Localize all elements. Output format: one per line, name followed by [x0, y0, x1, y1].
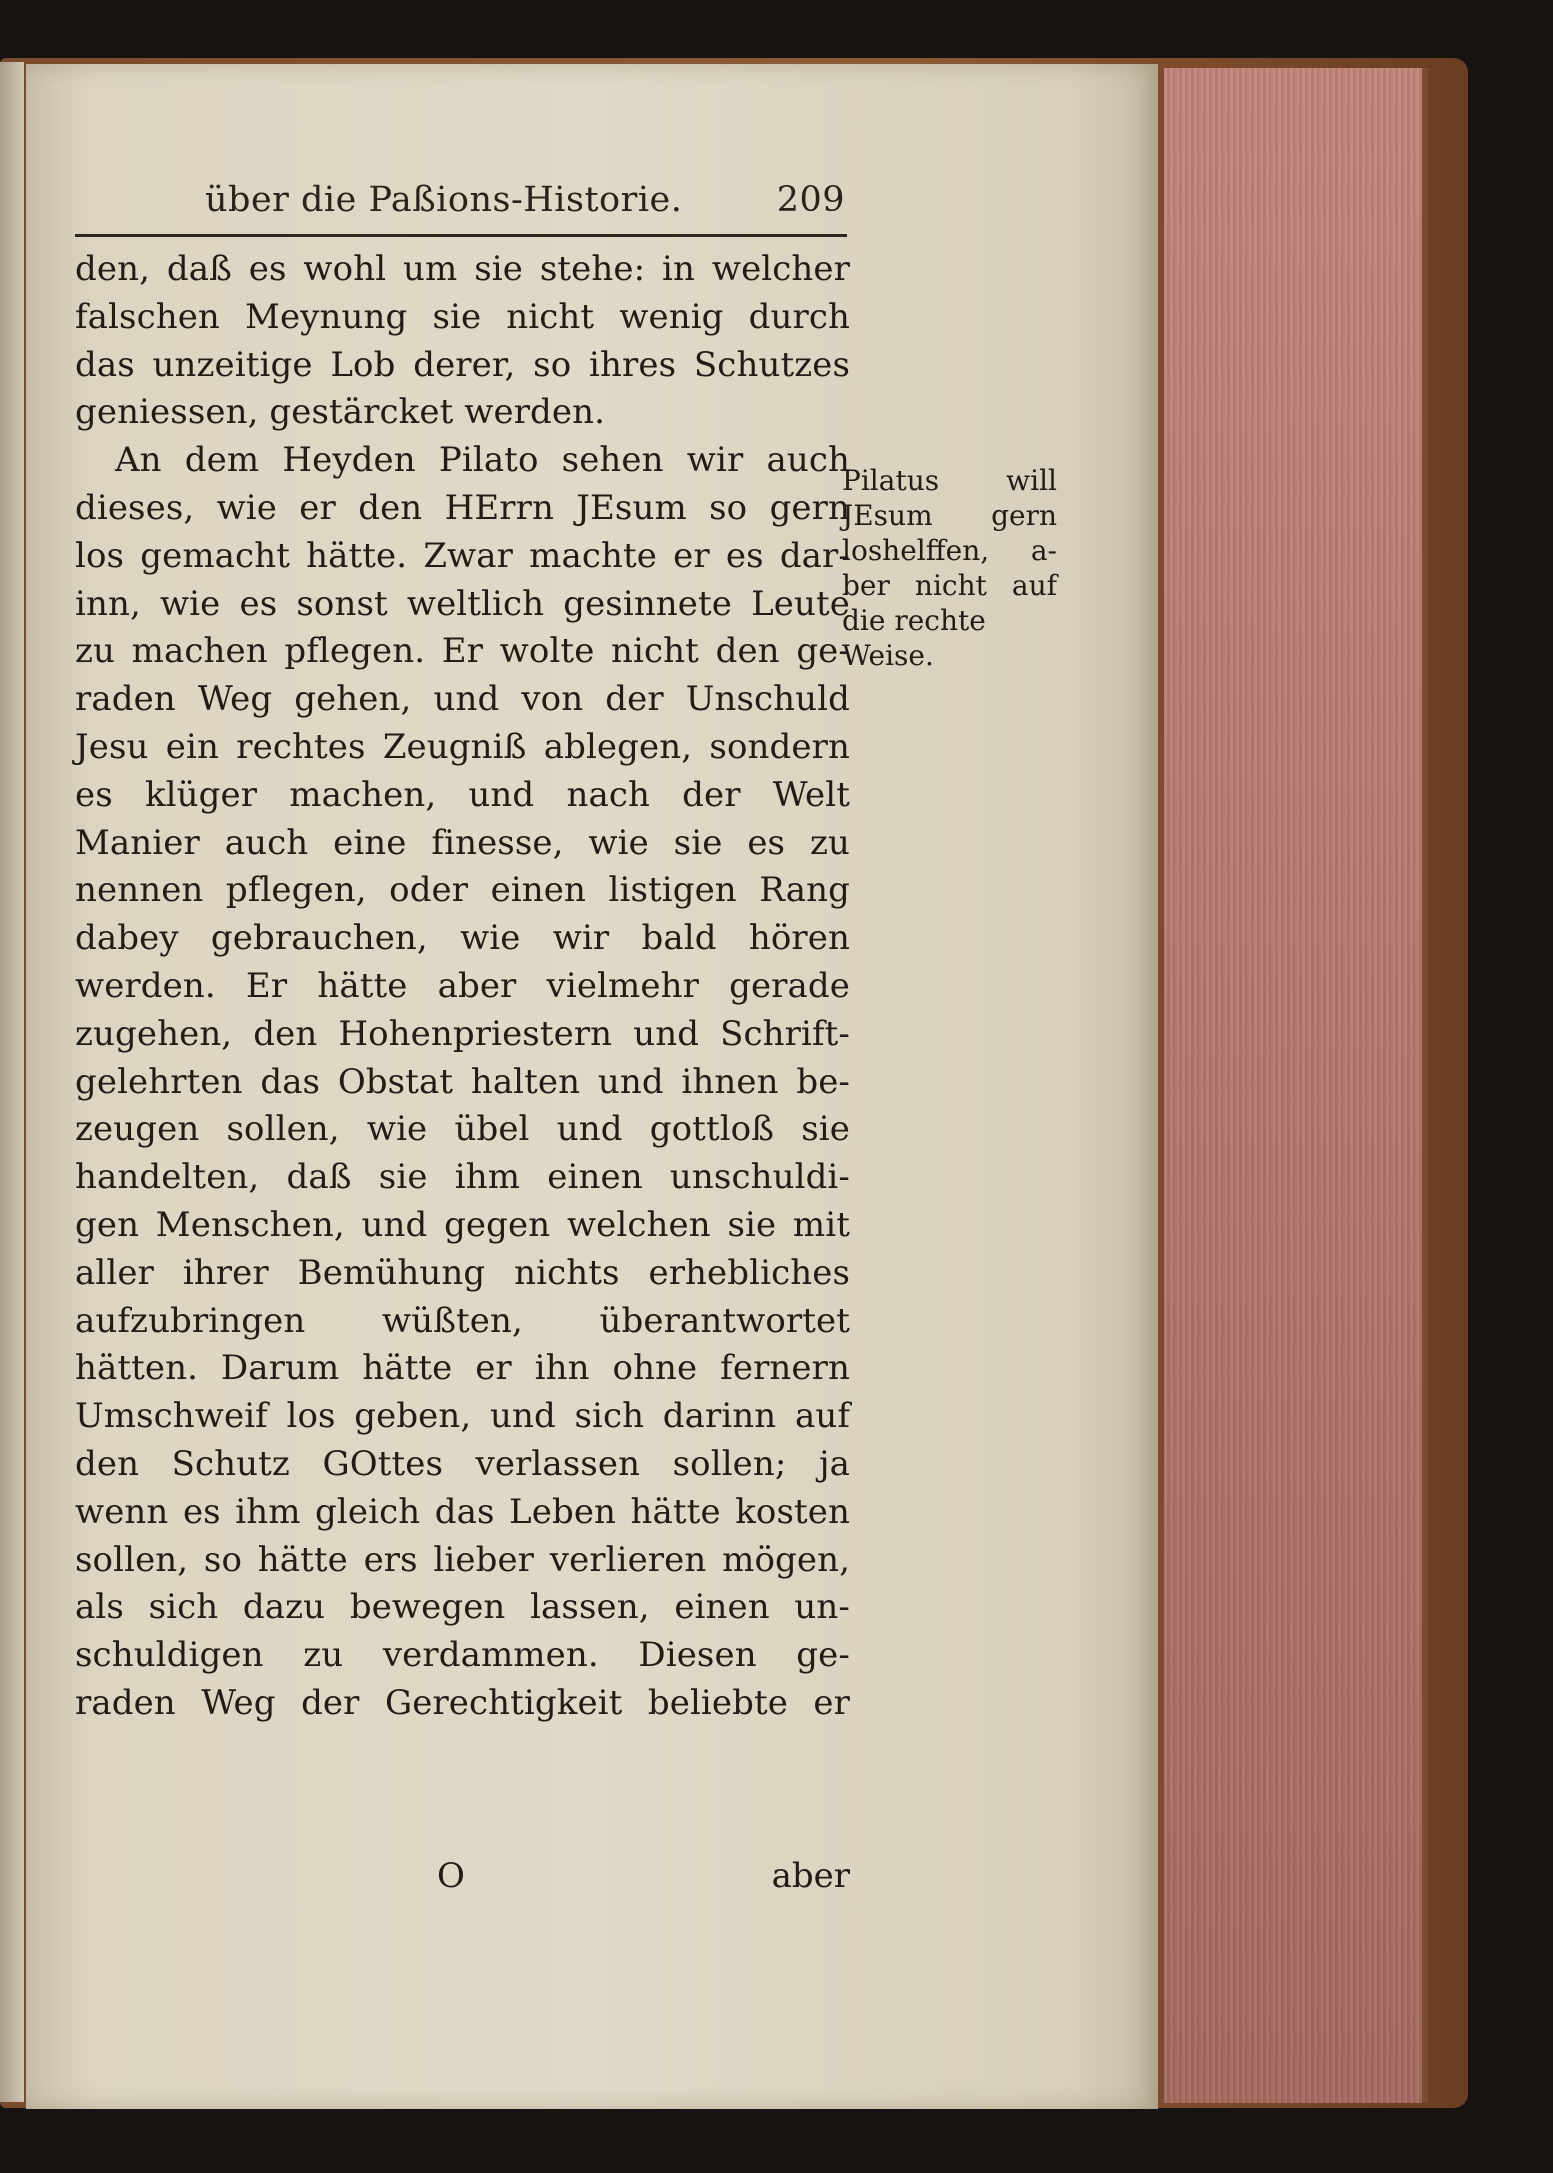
text-line: schuldigen zu verdammen. Diesen ge-	[75, 1635, 850, 1676]
text-line: sollen, so hätte ers lieber verlieren mögen,	[75, 1539, 850, 1580]
text-line: nennen pflegen, oder einen listigen Rang	[75, 870, 850, 911]
text-line: raden Weg der Gerechtigkeit beliebte er	[75, 1682, 850, 1723]
text-line: aller ihrer Bemühung nichts erhebliches	[75, 1252, 850, 1293]
page-edge-shade	[1164, 68, 1422, 2103]
page-block-edges	[1164, 68, 1428, 2103]
text-line: Manier auch eine finesse, wie sie es zu	[75, 822, 850, 863]
header-rule	[75, 234, 847, 237]
text-line: handelten, daß sie ihm einen unschuldi-	[75, 1157, 850, 1198]
text-line: zugehen, den Hohenpriestern und Schrift-	[75, 1013, 850, 1054]
text-line: als sich dazu bewegen lassen, einen un-	[75, 1587, 850, 1628]
text-line: Umschweif los geben, und sich darinn auf	[75, 1396, 850, 1437]
text-line: falschen Meynung sie nicht wenig durch	[75, 296, 850, 337]
text-line: los gemacht hätte. Zwar machte er es dar-	[75, 535, 850, 576]
marginal-note-line: Weise.	[842, 639, 934, 672]
previous-page-edge	[0, 62, 24, 2102]
text-line: An dem Heyden Pilato sehen wir auch	[115, 440, 850, 481]
text-line: zeugen sollen, wie übel und gottloß sie	[75, 1109, 850, 1150]
text-line: geniessen, gestärcket werden.	[75, 392, 606, 433]
marginal-note-line: die rechte	[842, 604, 986, 637]
marginal-note-line: JEsum gern	[842, 499, 1057, 532]
catchline	[75, 1856, 850, 1906]
body-text	[75, 246, 850, 1728]
text-line: inn, wie es sonst weltlich gesinnete Leute	[75, 583, 850, 624]
text-line: werden. Er hätte aber vielmehr gerade	[75, 965, 850, 1006]
text-line: den, daß es wohl um sie stehe: in welcher	[75, 249, 850, 289]
page-number: 209	[776, 180, 845, 220]
marginal-note	[842, 463, 1057, 673]
running-head	[205, 180, 845, 230]
text-line: raden Weg gehen, und von der Unschuld	[75, 679, 850, 720]
text-line: hätten. Darum hätte er ihn ohne fernern	[75, 1348, 850, 1389]
text-line: Jesu ein rechtes Zeugniß ablegen, sondern	[75, 726, 850, 767]
text-line: aufzubringen wüßten, überantwortet	[75, 1300, 850, 1341]
text-line: das unzeitige Lob derer, so ihres Schutzes	[75, 344, 850, 385]
text-line: es klüger machen, und nach der Welt	[75, 774, 850, 815]
text-line: dieses, wie er den HErrn JEsum so gern	[75, 487, 850, 528]
text-line: wenn es ihm gleich das Leben hätte kosten	[75, 1491, 850, 1532]
marginal-note-line: ber nicht auf	[842, 569, 1057, 602]
signature-mark: O	[437, 1856, 465, 1896]
marginal-note-line: Pilatus will	[842, 464, 1057, 497]
catchword: aber	[771, 1856, 850, 1896]
text-line: zu machen pflegen. Er wolte nicht den ge-	[75, 631, 850, 672]
running-head-title: über die Paßions-Historie.	[205, 180, 683, 220]
text-line: gen Menschen, und gegen welchen sie mit	[75, 1204, 850, 1245]
text-line: den Schutz GOttes verlassen sollen; ja	[75, 1443, 850, 1484]
text-line: dabey gebrauchen, wie wir bald hören	[75, 918, 850, 959]
text-line: gelehrten das Obstat halten und ihnen be-	[75, 1061, 850, 1102]
marginal-note-line: loshelffen, a-	[842, 534, 1057, 567]
